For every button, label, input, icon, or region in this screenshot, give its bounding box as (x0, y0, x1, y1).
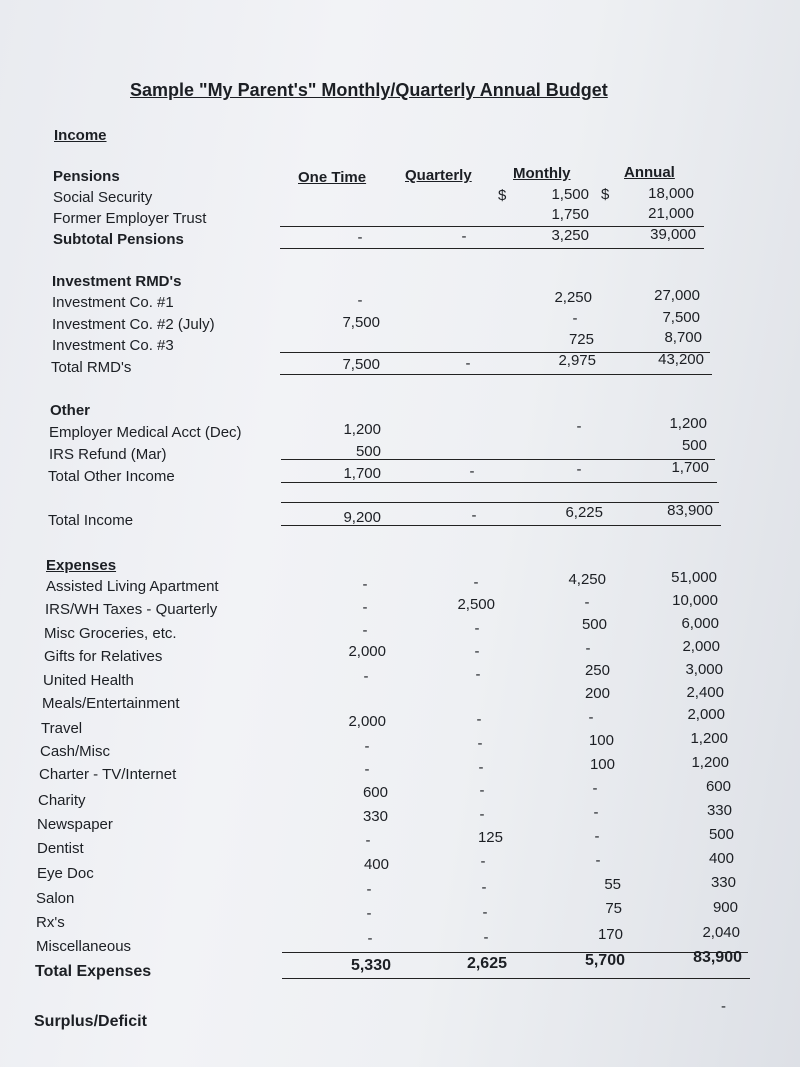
cell-annual: 330 (706, 802, 732, 819)
cell-quarterly: - (483, 929, 489, 946)
cell-annual: 2,000 (682, 638, 720, 655)
row-label: Social Security (53, 189, 153, 206)
cell-annual: 7,500 (662, 309, 700, 326)
currency-symbol-monthly: $ (498, 187, 507, 204)
underline-pensions-total (280, 248, 704, 249)
cell-annual: 18,000 (648, 185, 694, 202)
cell-quarterly: - (469, 463, 475, 480)
cell-quarterly: - (475, 666, 481, 683)
cell-annual: 21,000 (648, 205, 694, 222)
col-header-quarterly: Quarterly (405, 167, 472, 184)
cell-annual: 1,200 (690, 730, 728, 747)
row-label: Investment Co. #2 (July) (52, 316, 215, 333)
cell-monthly: - (576, 461, 582, 478)
underline-total-income (281, 525, 721, 526)
cell-annual: 500 (708, 826, 734, 843)
cell-one-time: 2,000 (348, 643, 386, 660)
row-label: United Health (43, 672, 134, 689)
cell-one-time: 2,000 (348, 713, 386, 730)
row-label: Charity (38, 792, 86, 809)
row-label: Investment Co. #1 (52, 294, 174, 311)
cell-monthly: 170 (597, 926, 623, 943)
cell-quarterly: - (481, 879, 487, 896)
row-label-total: Total Other Income (48, 468, 175, 485)
cell-quarterly: - (474, 643, 480, 660)
cell-monthly: - (572, 310, 578, 327)
cell-monthly: 55 (604, 876, 621, 893)
underline-expenses (282, 952, 748, 953)
cell-quarterly: - (479, 806, 485, 823)
currency-symbol-annual: $ (601, 186, 610, 203)
cell-annual: 600 (705, 778, 731, 795)
cell-one-time: 500 (355, 443, 381, 460)
underline-other-total (281, 482, 717, 483)
cell-quarterly: - (471, 507, 477, 524)
row-label: Salon (36, 890, 75, 907)
cell-annual: 83,900 (693, 949, 742, 966)
cell-monthly: 725 (568, 331, 594, 348)
row-label: Rx's (36, 914, 65, 931)
row-label: Misc Groceries, etc. (44, 625, 177, 642)
cell-one-time: - (362, 576, 368, 593)
cell-monthly: 4,250 (568, 571, 606, 588)
cell-one-time: 1,700 (343, 465, 381, 482)
cell-quarterly: - (474, 620, 480, 637)
cell-monthly: 3,250 (551, 227, 589, 244)
cell-one-time: - (357, 292, 363, 309)
cell-annual: 2,400 (686, 684, 724, 701)
row-label: Assisted Living Apartment (46, 578, 219, 595)
row-label: Dentist (37, 840, 84, 857)
cell-one-time: 7,500 (342, 356, 380, 373)
cell-quarterly: 125 (477, 829, 503, 846)
cell-quarterly: 2,500 (457, 596, 495, 613)
cell-one-time: 1,200 (343, 421, 381, 438)
cell-quarterly: - (476, 711, 482, 728)
cell-annual: 1,200 (669, 415, 707, 432)
row-label: Employer Medical Acct (Dec) (49, 424, 242, 441)
underline-pensions (280, 226, 704, 227)
cell-one-time: - (362, 599, 368, 616)
cell-quarterly: - (479, 782, 485, 799)
rmds-heading: Investment RMD's (52, 273, 182, 290)
cell-annual: 27,000 (654, 287, 700, 304)
row-label: Travel (41, 720, 83, 737)
cell-annual: 1,200 (691, 754, 729, 771)
row-label: Charter - TV/Internet (39, 766, 177, 783)
row-label: Investment Co. #3 (52, 337, 174, 354)
cell-one-time: 9,200 (343, 509, 381, 526)
cell-annual: 2,000 (687, 706, 725, 723)
cell-monthly: - (592, 780, 598, 797)
cell-annual: 8,700 (664, 329, 702, 346)
cell-monthly: 5,700 (584, 952, 625, 969)
cell-monthly: 2,975 (558, 352, 596, 369)
cell-annual: 400 (708, 850, 734, 867)
cell-annual: - (721, 998, 726, 1015)
cell-annual: 83,900 (667, 502, 713, 519)
cell-one-time: - (362, 622, 368, 639)
cell-one-time: - (364, 761, 370, 778)
row-label: Cash/Misc (40, 743, 111, 760)
cell-monthly: - (593, 804, 599, 821)
cell-annual: 6,000 (681, 615, 719, 632)
expenses-heading: Expenses (46, 557, 117, 574)
cell-one-time: 330 (362, 808, 388, 825)
cell-annual: 500 (681, 437, 707, 454)
cell-one-time: - (357, 229, 363, 246)
underline-rmds (280, 352, 710, 353)
underline-other (281, 459, 715, 460)
cell-annual: 10,000 (672, 592, 718, 609)
row-label-total: Total RMD's (51, 359, 132, 376)
cell-quarterly: - (461, 228, 467, 245)
cell-monthly: - (584, 594, 590, 611)
cell-annual: 900 (712, 899, 738, 916)
row-label-subtotal: Subtotal Pensions (53, 231, 184, 248)
cell-one-time: - (366, 881, 372, 898)
cell-one-time: - (366, 905, 372, 922)
row-label-surplus: Surplus/Deficit (34, 1013, 147, 1030)
cell-annual: 3,000 (685, 661, 723, 678)
cell-monthly: - (588, 709, 594, 726)
cell-monthly: - (585, 640, 591, 657)
cell-one-time: 5,330 (350, 957, 391, 974)
row-label: IRS Refund (Mar) (49, 446, 167, 463)
cell-annual: 1,700 (671, 459, 709, 476)
cell-annual: 2,040 (702, 924, 740, 941)
other-heading: Other (50, 402, 91, 419)
underline-rmds-total (280, 374, 712, 375)
cell-one-time: - (367, 930, 373, 947)
cell-monthly: 1,500 (551, 186, 589, 203)
col-header-one-time: One Time (298, 169, 367, 186)
cell-one-time: - (364, 738, 370, 755)
row-label-total-expenses: Total Expenses (35, 963, 152, 980)
cell-quarterly: - (473, 574, 479, 591)
cell-one-time: 400 (363, 856, 389, 873)
cell-monthly: - (576, 418, 582, 435)
row-label: Eye Doc (37, 865, 94, 882)
cell-monthly: 1,750 (551, 206, 589, 223)
cell-one-time: - (363, 668, 369, 685)
cell-monthly: 2,250 (554, 289, 592, 306)
cell-monthly: - (594, 828, 600, 845)
row-label: Former Employer Trust (53, 210, 207, 227)
income-heading: Income (54, 127, 107, 144)
cell-annual: 39,000 (650, 226, 696, 243)
cell-monthly: 100 (589, 756, 615, 773)
row-label: IRS/WH Taxes - Quarterly (45, 601, 218, 618)
cell-annual: 51,000 (671, 569, 717, 586)
underline-total-expenses (282, 978, 750, 979)
cell-monthly: 75 (605, 900, 622, 917)
pensions-heading: Pensions (53, 168, 120, 185)
cell-annual: 330 (710, 874, 736, 891)
col-header-annual: Annual (624, 164, 675, 181)
cell-one-time: 7,500 (342, 314, 380, 331)
rule-total-income-top (281, 502, 719, 503)
cell-monthly: 250 (584, 662, 610, 679)
cell-monthly: 500 (581, 616, 607, 633)
cell-quarterly: - (478, 759, 484, 776)
page-title: Sample "My Parent's" Monthly/Quarterly Annual Budget (130, 80, 608, 100)
cell-quarterly: 2,625 (466, 955, 507, 972)
cell-quarterly: - (480, 853, 486, 870)
cell-one-time: - (365, 832, 371, 849)
row-label-total-income: Total Income (48, 512, 134, 529)
cell-quarterly: - (465, 355, 471, 372)
cell-one-time: 600 (362, 784, 388, 801)
col-header-monthly: Monthly (513, 165, 571, 182)
cell-quarterly: - (477, 735, 483, 752)
cell-monthly: 200 (584, 685, 610, 702)
cell-monthly: - (595, 852, 601, 869)
row-label: Miscellaneous (36, 938, 132, 955)
row-label: Gifts for Relatives (44, 648, 163, 665)
row-label: Newspaper (37, 816, 113, 833)
cell-monthly: 6,225 (565, 504, 603, 521)
cell-monthly: 100 (588, 732, 614, 749)
cell-annual: 43,200 (658, 351, 704, 368)
row-label: Meals/Entertainment (42, 695, 180, 712)
cell-quarterly: - (482, 904, 488, 921)
